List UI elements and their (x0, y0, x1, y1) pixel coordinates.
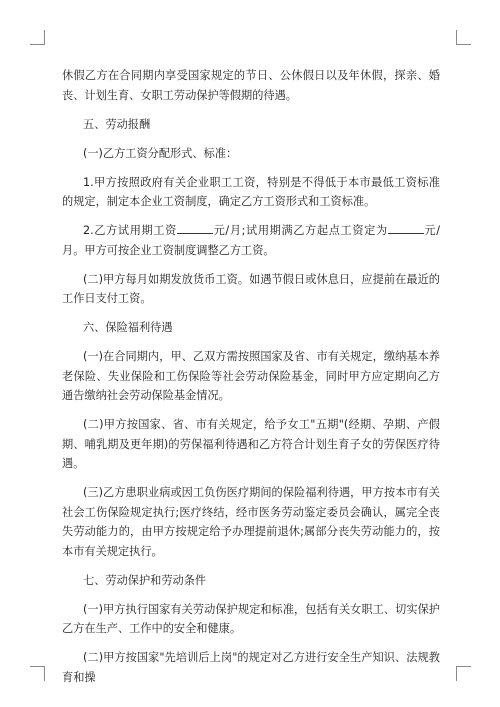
crop-mark-bottom-right (456, 666, 471, 681)
paragraph: (二)甲方每月如期发放货币工资。如遇节假日或休息日，应提前在最近的工作日支付工资。 (62, 272, 440, 305)
paragraph: (三)乙方患职业病或因工负伤医疗期间的保险福利待遇，甲方按本市有关社会工伤保险规定执行;医疗终结，经市医务劳动鉴定委员会确认，属完全丧失劳动能力的，由甲方按规定给予办理提前退休;属部分丧失劳动能力的，按本市有关规定执行。 (62, 486, 440, 558)
paragraph: 休假乙方在合同期内享受国家规定的节日、公休假日以及年休假，探亲、婚丧、计划生育、女职工劳动保护等假期的待遇。 (62, 69, 440, 102)
paragraph-text: 元/月;试用期满乙方起点工资定为 (212, 224, 388, 237)
paragraph-text: 元/月。甲方可按企业工资制度调整乙方工资。 (62, 224, 440, 257)
fill-in-blank (388, 221, 424, 234)
paragraph-with-blanks (62, 221, 440, 260)
section-heading: 五、劳动报酬 (83, 117, 151, 131)
fill-in-blank (177, 221, 213, 234)
document-body (62, 66, 440, 697)
paragraph: (二)甲方按国家"先培训后上岗"的规定对乙方进行安全生产知识、法规教育和操 (62, 651, 440, 684)
section-heading: 六、保险福利待遇 (83, 321, 173, 334)
paragraph-text: 2.乙方试用期工资 (83, 224, 177, 237)
crop-mark-top-left (30, 30, 45, 45)
paragraph: (二)甲方按国家、省、市有关规定，给予女工"五期"(经期、孕期、产假期、哺乳期及更年期)的劳保福利待遇和乙方符合计划生育子女的劳保医疗待遇。 (62, 418, 440, 470)
paragraph: (一)乙方工资分配形式、标准： (83, 146, 238, 160)
section-heading: 七、劳动保护和劳动条件 (83, 573, 207, 587)
paragraph: 1.甲方按照政府有关企业职工工资，特别是不得低于本市最低工资标准的规定，制定本企业工资制度，确定乙方工资形式和工资标准。 (62, 175, 440, 208)
crop-mark-top-right (456, 30, 471, 45)
paragraph: (一)甲方执行国家有关劳动保护规定和标准，包括有关女职工、切实保护乙方在生产、工作中的安全和健康。 (62, 602, 440, 635)
crop-mark-bottom-left (30, 666, 45, 681)
paragraph: (一)在合同期内，甲、乙双方需按照国家及省、市有关规定，缴纳基本养老保险、失业保险和工伤保险等社会劳动保险基金，同时甲方应定期向乙方通告缴纳社会劳动保险基金情况。 (62, 350, 440, 402)
